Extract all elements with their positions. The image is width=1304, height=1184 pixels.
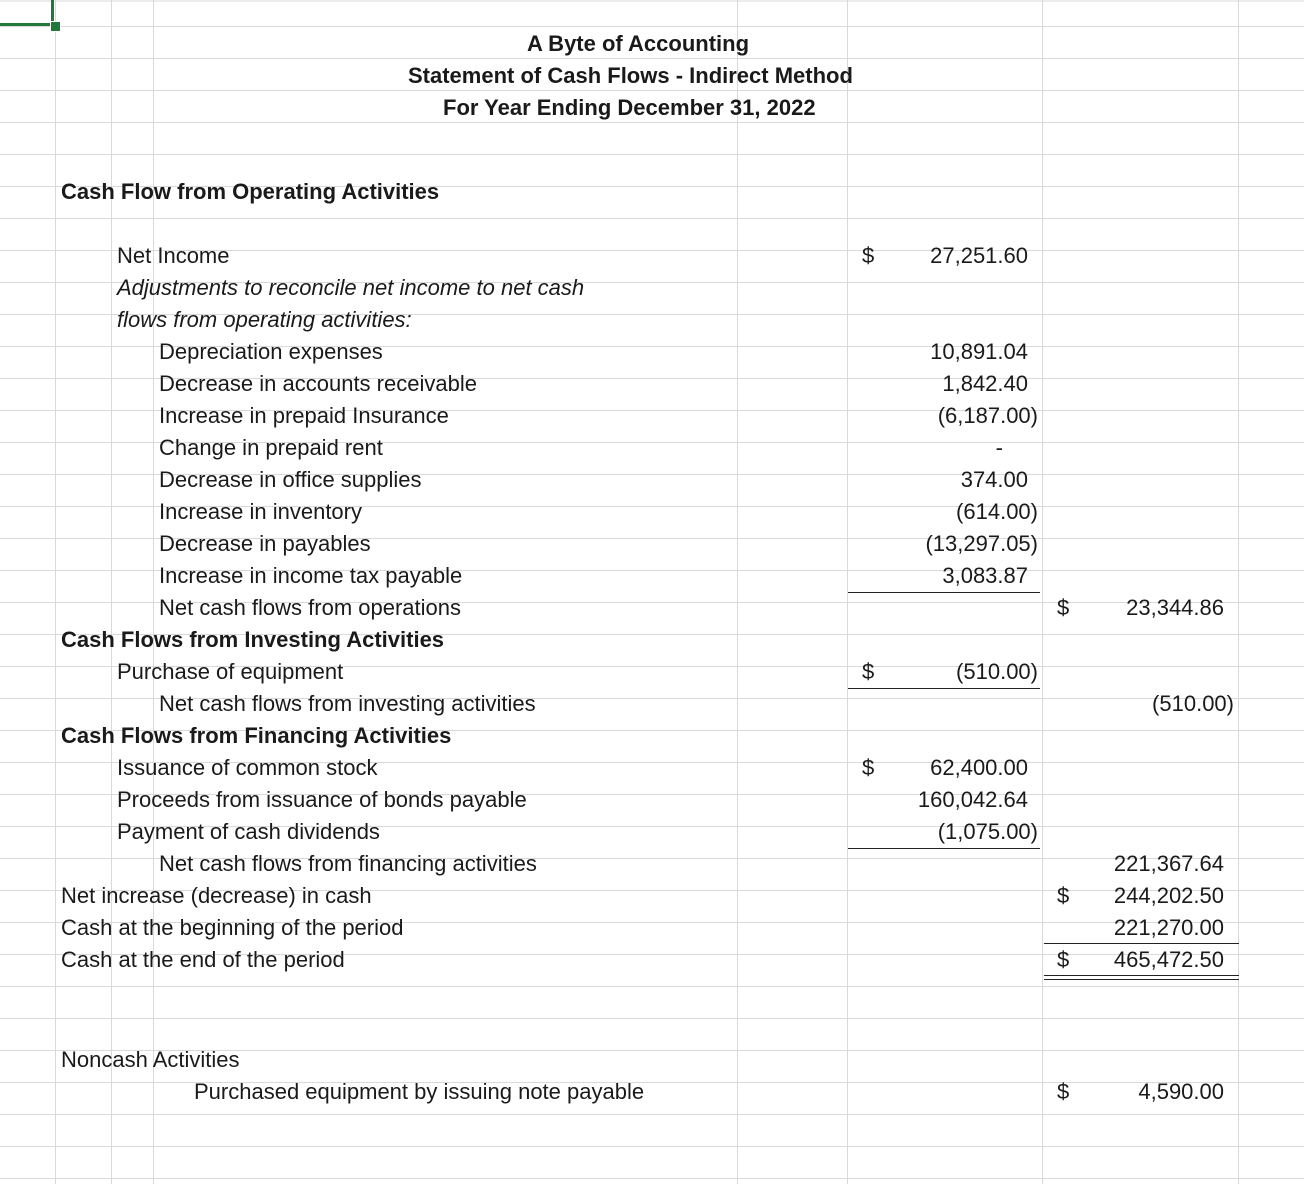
financing-item-label: Proceeds from issuance of bonds payable (117, 787, 527, 812)
adj-item-value: (6,187.00) (937, 403, 1038, 428)
adj-item-label: Increase in inventory (159, 499, 362, 524)
financing-item-label: Issuance of common stock (117, 755, 378, 780)
statement-title: Statement of Cash Flows - Indirect Method (408, 63, 853, 88)
adj-item-value: 3,083.87 (942, 563, 1028, 588)
financing-subtotal-underline (848, 848, 1040, 849)
investing-subtotal-underline (848, 688, 1040, 689)
fill-handle[interactable] (50, 21, 61, 32)
investing-net-value: (510.00) (1152, 691, 1234, 716)
cash-end-label: Cash at the end of the period (61, 947, 345, 972)
investing-item-label: Purchase of equipment (117, 659, 344, 684)
financing-net-value: 221,367.64 (1113, 851, 1224, 876)
operating-net-label: Net cash flows from operations (159, 595, 462, 620)
financing-item-value: 160,042.64 (917, 787, 1028, 812)
adj-item-value: (614.00) (956, 499, 1038, 524)
selected-cell[interactable] (0, 0, 54, 26)
adjustments-label-line2: flows from operating activities: (117, 307, 412, 332)
operating-subtotal-underline (848, 592, 1040, 593)
cash-begin-label: Cash at the beginning of the period (61, 915, 404, 940)
net-income-label: Net Income (117, 243, 230, 268)
investing-net-label: Net cash flows from investing activities (159, 691, 536, 716)
adj-item-value: - (995, 435, 1003, 460)
noncash-item-dollar: $ (1057, 1079, 1070, 1104)
financing-item-value: (1,075.00) (937, 819, 1038, 844)
adjustments-label-line1: Adjustments to reconcile net income to net cash (117, 275, 585, 300)
adj-item-value: 1,842.40 (942, 371, 1028, 396)
financing-item-value: 62,400.00 (930, 755, 1028, 780)
adj-item-label: Decrease in office supplies (159, 467, 422, 492)
cash-begin-value: 221,270.00 (1113, 915, 1224, 940)
adj-item-label: Decrease in payables (159, 531, 371, 556)
period-title: For Year Ending December 31, 2022 (443, 95, 816, 120)
investing-heading: Cash Flows from Investing Activities (61, 627, 445, 652)
net-income-value: 27,251.60 (930, 243, 1028, 268)
adj-item-label: Depreciation expenses (159, 339, 383, 364)
noncash-item-label: Purchased equipment by issuing note payable (194, 1079, 645, 1104)
adj-item-label: Increase in prepaid Insurance (159, 403, 449, 428)
adj-item-value: 374.00 (960, 467, 1028, 492)
noncash-item-value: 4,590.00 (1138, 1079, 1224, 1104)
adj-item-label: Decrease in accounts receivable (159, 371, 477, 396)
financing-net-label: Net cash flows from financing activities (159, 851, 537, 876)
operating-heading: Cash Flow from Operating Activities (61, 179, 440, 204)
operating-net-dollar: $ (1057, 595, 1070, 620)
financing-heading: Cash Flows from Financing Activities (61, 723, 452, 748)
double-underline-top (1044, 975, 1239, 976)
adj-item-value: 10,891.04 (930, 339, 1028, 364)
net-increase-dollar: $ (1057, 883, 1070, 908)
net-income-dollar: $ (862, 243, 875, 268)
noncash-heading: Noncash Activities (61, 1047, 240, 1072)
company-title: A Byte of Accounting (527, 31, 750, 56)
double-underline-bottom (1044, 979, 1239, 980)
financing-item-label: Payment of cash dividends (117, 819, 380, 844)
adj-item-value: (13,297.05) (925, 531, 1038, 556)
adj-item-label: Increase in income tax payable (159, 563, 463, 588)
cash-end-value: 465,472.50 (1113, 947, 1224, 972)
net-increase-label: Net increase (decrease) in cash (61, 883, 372, 908)
operating-net-value: 23,344.86 (1126, 595, 1224, 620)
financing-item-dollar: $ (862, 755, 875, 780)
cash-end-dollar: $ (1057, 947, 1070, 972)
investing-item-dollar: $ (862, 659, 875, 684)
adj-item-label: Change in prepaid rent (159, 435, 383, 460)
net-increase-value: 244,202.50 (1113, 883, 1224, 908)
investing-item-value: (510.00) (956, 659, 1038, 684)
